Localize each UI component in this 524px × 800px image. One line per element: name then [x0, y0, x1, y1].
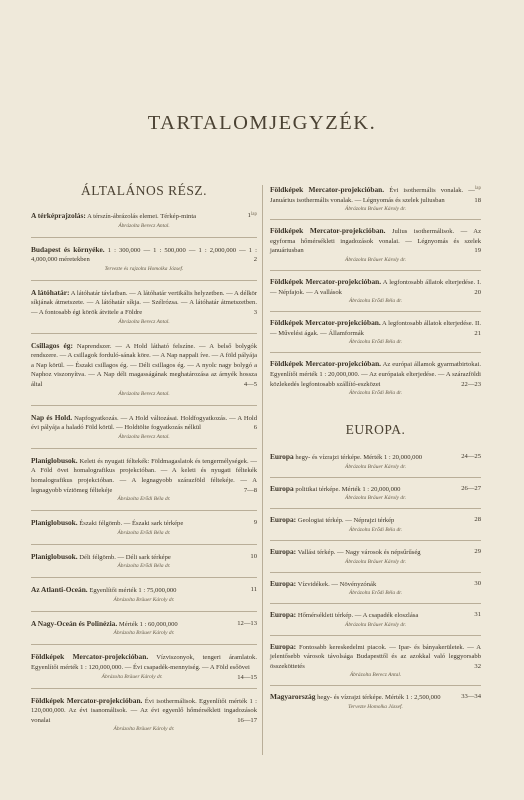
entry-rule: [31, 333, 257, 334]
entry-page-number: 30: [474, 579, 481, 587]
entry-credit: Ábrázolta Berecz Antal.: [118, 390, 170, 397]
entry-head: Europa: [270, 483, 294, 493]
entry-credit: Tervezte és rajzolta Homolka József.: [104, 265, 184, 272]
entry-page-number: 19: [474, 247, 481, 255]
entry-head: Földképek Mercator-projekcióban.: [31, 695, 143, 705]
entry-head: Europa:: [270, 610, 297, 620]
toc-entry: [31, 288, 257, 326]
entry-text: hegy- és vízrajzi térképe. Mérték 1 : 20,000,000: [295, 454, 423, 462]
entry-rule: [270, 635, 481, 636]
entry-rule: [270, 508, 481, 509]
left-entries: [31, 211, 257, 733]
entry-text: Vízviszonyok, tengeri áramlatok. Egyenlítői mérték 1 : 120,000,000. — Évi csapadék-mennyiség. — A Föld esőövei: [31, 654, 258, 672]
entry-rule: [270, 477, 481, 478]
toc-entry: [31, 652, 257, 680]
entry-credit: Ábrázolta Bräuer Károly dr.: [345, 621, 406, 628]
toc-entry: [31, 696, 257, 734]
entry-head: Europa:: [270, 515, 297, 525]
entry-head: Földképek Mercator-projekcióban.: [31, 652, 149, 662]
entry-rule: [270, 270, 481, 271]
entry-head: Planiglobusok.: [31, 455, 78, 465]
entry-page-number: 29: [474, 547, 481, 555]
entry-page-number: 4—5: [243, 380, 257, 388]
entry-head: Planiglobusok.: [31, 551, 78, 561]
entry-text: Évi isothermálisok. Egyenlítői mérték 1 : 120,000,000. Az évi isanomálisok. — Az évi egyenlő hőmérsékleti ingadozások vonalai: [31, 697, 257, 724]
toc-entry: [270, 484, 481, 503]
entry-text: Egyenlítői mérték 1 : 75,000,000: [89, 587, 177, 595]
entry-head: A Nagy-Oceán és Polinézia.: [31, 618, 118, 628]
toc-entry: [31, 341, 257, 398]
toc-entry: [31, 619, 257, 638]
entry-rule: [31, 544, 257, 545]
entry-credit: Ábrázolta Bräuer Károly dr.: [345, 495, 406, 502]
entry-text: Fontosabb kereskedelmi piacok. — Ipar- és bányakerületek. — A jelentősebb városok távolsága Budapesttől és az azokkal való leggyorsabb összeköttetés: [270, 643, 481, 670]
entry-credit: Ábrázolta Bräuer Károly dr.: [113, 630, 175, 637]
entry-credit: Ábrázolta Erődi Béla dr.: [117, 563, 171, 570]
entry-credit: Ábrázolta Bräuer Károly dr.: [101, 673, 163, 680]
entry-text: A látóhatár távlatban. — A látóhatár vertikális helyzetben. — A délkör síkjának átmetszete. — A látóhatár síkja. — Szélrózsa. — A látóhatár átmetszetben. — A fontosabb égi körök átvitele a Földre: [31, 289, 258, 316]
entry-text: Mérték 1 : 60,000,000: [118, 620, 178, 628]
entry-head: Földképek Mercator-projekcióban.: [270, 359, 382, 369]
entry-credit: Ábrázolta Erődi Béla dr.: [348, 526, 402, 533]
entry-text: Naprendszer. — A Hold látható felszíne. — A belső bolygók rendszere. — A csillagok forduló-sának köre. — A Nap nappali íve. — A föld pályája a Nap körül. — Északi csillagos ég. — Déli csillagos ég. — A nyolc nagy bolygó a Naphoz viszonyítva. — A Nap déli magasságának meghatározása az árnyék hossza által: [31, 342, 257, 388]
entry-credit: Ábrázolta Erődi Béla dr.: [117, 496, 171, 503]
toc-entry: [31, 552, 257, 571]
entry-page-number: 31: [474, 611, 481, 619]
entry-head: A térképrajzolás:: [31, 211, 86, 220]
entry-credit: Ábrázolta Bräuer Károly dr.: [113, 596, 175, 603]
entry-rule: [31, 448, 257, 449]
entry-head: Europa:: [270, 641, 297, 651]
entry-credit: Ábrázolta Bräuer Károly dr.: [345, 206, 406, 213]
toc-entry: [31, 456, 257, 503]
toc-entry: [31, 518, 257, 537]
entry-rule: [270, 311, 481, 312]
entry-rule: [31, 611, 257, 612]
entry-head: Europa:: [270, 546, 297, 556]
toc-entry: [31, 245, 257, 273]
entry-page-number: 33—34: [461, 693, 481, 701]
entry-credit: Ábrázolta Bräuer Károly dr.: [113, 726, 175, 733]
entry-rule: [270, 685, 481, 686]
entry-credit: Ábrázolta Bräuer Károly dr.: [345, 256, 406, 263]
entry-credit: Ábrázolta Bräuer Károly dr.: [345, 463, 406, 470]
entry-head: Földképek Mercator-projekcióban.: [270, 318, 381, 328]
entry-credit: Tervezte Homolka József.: [348, 704, 403, 711]
entry-text: politikai térképe. Mérték 1 : 20,000,000: [295, 485, 401, 493]
entry-head: Földképek Mercator-projekcióban.: [270, 226, 386, 236]
entry-rule: [31, 237, 257, 238]
entry-rule: [270, 603, 481, 604]
column-divider: [262, 185, 263, 755]
entry-page-number: 22—23: [461, 380, 481, 388]
entry-page-number: 2: [253, 256, 257, 264]
entry-head: Magyarország: [270, 692, 316, 702]
entry-text: Julius isothermálisok. — Az egyforma hőmérsékleti ingadozások vonalai. — Légnyomás és szelek januáriusban: [270, 228, 481, 255]
entry-text: Geologiai térkép. — Néprajzi térkép: [297, 517, 395, 525]
entry-credit: Ábrázolta Berecz Antal.: [118, 433, 170, 440]
entry-page-number: 16—17: [237, 716, 257, 724]
toc-entry: [270, 515, 481, 534]
entry-page-number: 3: [253, 308, 257, 316]
entry-head: A látóhatár:: [31, 287, 70, 297]
entry-page-number: 9: [253, 519, 257, 527]
entry-text: Hőmérsékleti térkép. — A csapadék eloszlása: [297, 612, 419, 620]
entry-text: Napfogyatkozás. — A Hold változásai. Holdfogyatkozás. — A Hold évi pályája a haladó Föld körül. — Holdtölte fogyatkozás nélkül: [31, 414, 258, 432]
toc-entry: [270, 579, 481, 598]
toc-entry: [270, 359, 481, 397]
entry-credit: Ábrázolta Berecz Antal.: [118, 222, 170, 229]
right-column: [270, 185, 481, 711]
entry-page-number: 20: [474, 288, 481, 296]
entry-head: Az Atlanti-Oceán.: [31, 585, 88, 595]
lap-label: lap: [474, 186, 481, 191]
entry-credit: Ábrázolta Erődi Béla dr.: [348, 590, 402, 597]
entry-rule: [31, 644, 257, 645]
entry-rule: [31, 405, 257, 406]
entry-text: hegy- és vízrajzi térképe. Mérték 1 : 2,500,000: [317, 694, 441, 702]
entry-page-number: 12—13: [237, 619, 257, 627]
entry-text: A térszín-ábrázolás elemei. Térkép-minta: [87, 213, 197, 220]
toc-entry: [31, 211, 257, 230]
toc-entry: [270, 610, 481, 629]
entry-credit: Ábrázolta Berecz Antal.: [118, 318, 170, 325]
right-entries: [270, 185, 481, 397]
entry-page-number: 26—27: [461, 484, 481, 492]
entry-text: Évi isothermális vonalak. — Januárius isothermális vonalak. — Légnyomás és szelek juliusban: [270, 187, 475, 204]
entry-page-number: 7—8: [243, 486, 257, 494]
entry-rule: [270, 219, 481, 220]
entry-credit: Ábrázolta Erődi Béla dr.: [117, 529, 171, 536]
entry-credit: Ábrázolta Erődi Béla dr.: [348, 390, 402, 397]
entry-text: Északi félgömb. — Északi sark térképe: [79, 520, 184, 528]
toc-entry: [270, 452, 481, 471]
entry-rule: [270, 540, 481, 541]
entry-head: Nap és Hold.: [31, 412, 73, 422]
entry-head: Földképek Mercator-projekcióban.: [270, 276, 382, 286]
toc-entry: [31, 585, 257, 604]
left-column: [31, 183, 257, 733]
entry-text: Vízvidékek. — Növényzónák: [297, 580, 377, 588]
entry-rule: [31, 280, 257, 281]
entry-page-number: 1: [247, 212, 251, 219]
entry-page-number: 10: [250, 552, 257, 560]
left-section-title: ÁLTALÁNOS RÉSZ.: [81, 183, 207, 198]
entry-text: Déli félgömb. — Déli sark térképe: [79, 553, 171, 561]
entry-head: Földképek Mercator-projekcióban.: [270, 185, 385, 194]
europa-entries: [270, 452, 481, 711]
entry-credit: Ábrázolta Bräuer Károly dr.: [345, 558, 406, 565]
entry-text: A legfontosabb állatok elterjedése. I. — Népfajok. — A vallások: [270, 278, 481, 296]
entry-head: Planiglobusok.: [31, 518, 78, 528]
page-title: TARTALOMJEGYZÉK.: [147, 112, 377, 134]
toc-entry: [31, 413, 257, 441]
entry-page-number: 32: [474, 662, 481, 670]
entry-head: Csillagos ég:: [31, 340, 73, 350]
lap-label: lap: [250, 212, 257, 217]
entry-rule: [31, 510, 257, 511]
toc-entry: [270, 277, 481, 305]
entry-credit: Ábrázolta Erődi Béla dr.: [348, 298, 402, 305]
entry-head: Europa: [270, 452, 294, 462]
entry-text: Az európai államok gyarmatbirtokai. Egyenlítői mérték 1 : 20,000,000. — Az európaiak elterjedése. — A szárazföldi közlekedés legfontosabb szállító-eszközei: [270, 361, 481, 388]
entry-credit: Ábrázolta Erődi Béla dr.: [348, 339, 402, 346]
entry-text: Vallási térkép. — Nagy városok és népsűrűség: [297, 548, 421, 556]
entry-page-number: 28: [474, 516, 481, 524]
entry-rule: [270, 572, 481, 573]
entry-text: Keleti és nyugati féltekék: Földmagaslatok és tengermélységek. — A Föld övei homalografikus projekcióban. — A keleti és nyugati féltekék homalografikus projekcióban. — A legnagyobb szárazföld féltekéje. — A legnagyobb víztömeg féltekéje: [31, 457, 258, 494]
entry-page-number: 21: [474, 329, 481, 337]
toc-entry: [270, 226, 481, 264]
entry-page-number: 18: [474, 196, 481, 204]
entry-text: 1 : 300,000 — 1 : 500,000 — 1 : 2,000,000 — 1 : 4,000,000 méretekben: [31, 246, 257, 264]
toc-entry: [270, 185, 481, 213]
entry-head: Budapest és környéke.: [31, 244, 105, 254]
entry-page-number: 14—15: [237, 673, 257, 681]
toc-entry: [270, 692, 481, 711]
entry-page-number: 24—25: [461, 453, 481, 461]
entry-text: A legfontosabb állatok elterjedése. II. — Művelési ágak. — Államformák: [270, 320, 481, 337]
toc-entry: [270, 547, 481, 566]
entry-page-number: 11: [250, 586, 257, 594]
toc-entry: [270, 642, 481, 680]
entry-head: Europa:: [270, 578, 297, 588]
entry-page-number: 6: [253, 424, 257, 432]
entry-rule: [270, 352, 481, 353]
entry-rule: [31, 577, 257, 578]
toc-entry: [270, 318, 481, 346]
entry-credit: Ábrázolta Berecz Antal.: [349, 672, 402, 679]
entry-rule: [31, 688, 257, 689]
right-section-title: EUROPA.: [345, 422, 406, 438]
